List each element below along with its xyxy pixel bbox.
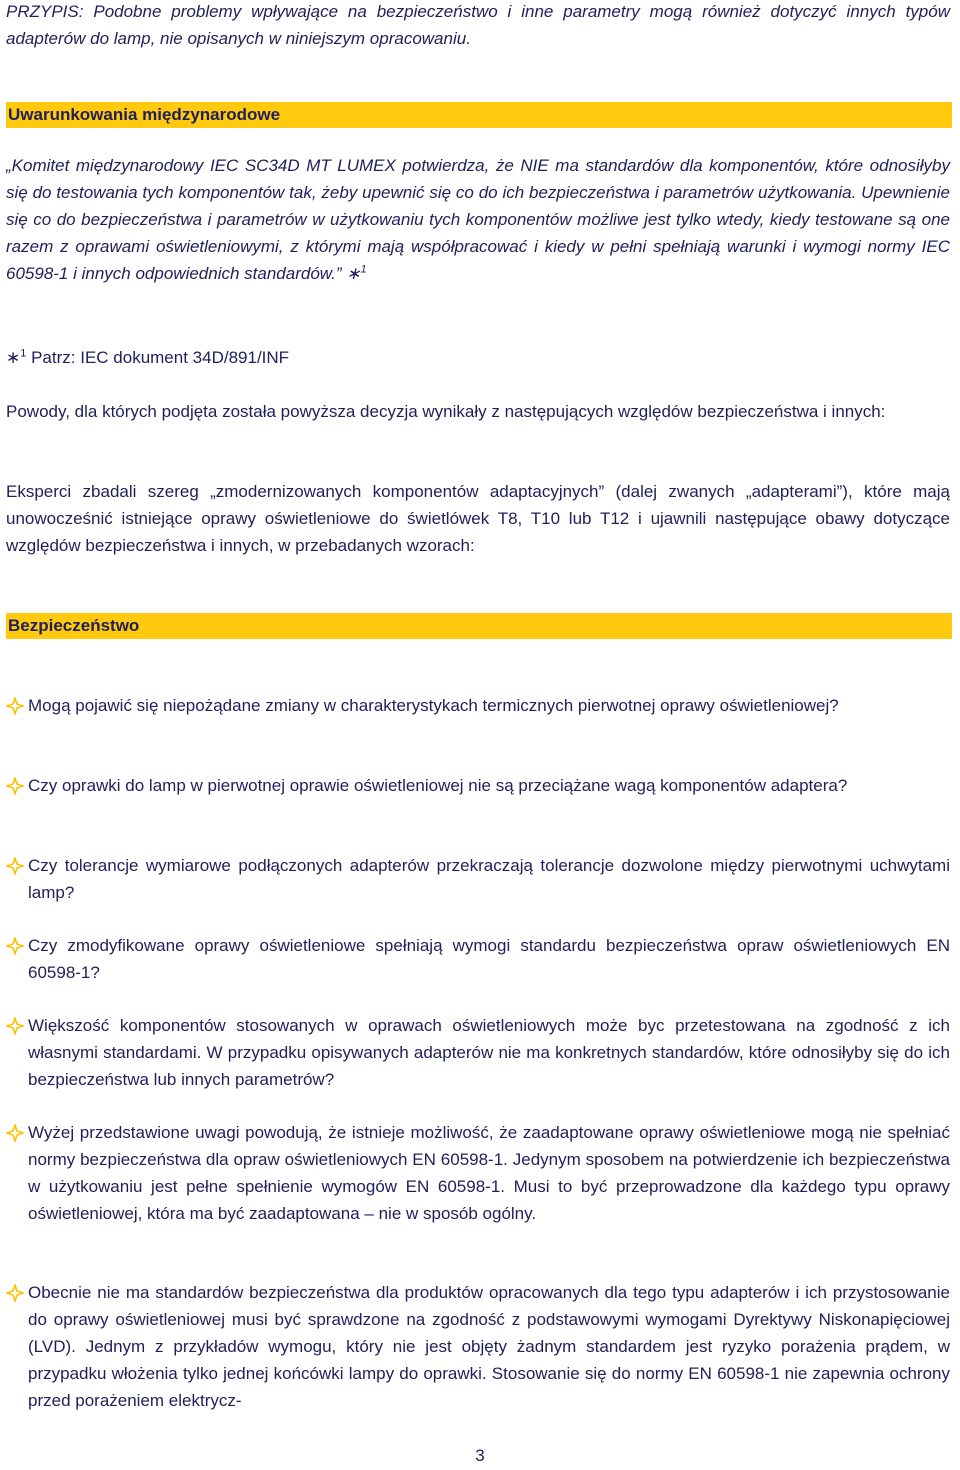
diamond-bullet-icon [6, 1284, 24, 1302]
bullet-item [6, 772, 950, 799]
bullet-text: Obecnie nie ma standardów bezpieczeństwa dla produktów opracowanych dla tego typu adapterów i ich przystosowanie do oprawy oświetleniowej musi być sprawdzone na zgodność z podstawowymi wymogami Dyrektywy Niskonapięciowej (LVD). Jednym z przykładów wymogu, który nie jest objęty żadnym standardem jest ryzyko porażenia prądem, w przypadku włożenia tylko jednej końcówki lampy do oprawki. Stosowanie się do normy EN 60598-1 nie zapewnia ochrony przed porażeniem elektrycz- [28, 1283, 950, 1410]
bullet-text: Czy oprawki do lamp w pierwotnej oprawie oświetleniowej nie są przeciążane wagą komponentów adaptera? [28, 776, 848, 795]
bullet-item [6, 1279, 950, 1414]
iec-quote-paragraph [6, 152, 950, 287]
footnote [6, 344, 950, 371]
bullet-item [6, 1119, 950, 1227]
page-number: 3 [475, 1446, 485, 1465]
section-heading-safety [6, 613, 952, 639]
section-heading-international [6, 102, 952, 128]
bullet-item [6, 932, 950, 986]
bullet-text: Czy tolerancje wymiarowe podłączonych adapterów przekraczają tolerancje dozwolone między pierwotnymi uchwytami lamp? [28, 856, 950, 902]
iec-quote-text: „Komitet międzynarodowy IEC SC34D MT LUMEX potwierdza, że NIE ma standardów dla komponentów, które odnosiłyby się do testowania tych komponentów tak, żeby upewnić się co do ich bezpieczeństwa i parametrów użytkowania. Upewnienie się co do bezpieczeństwa i parametrów w użytkowaniu tych komponentów możliwe jest tylko wtedy, kiedy testowane są one razem z oprawami oświetleniowymi, z którymi mają współpracować i kiedy w pełni spełniają warunki i wymogi normy IEC 60598-1 i innych odpowiednich standardów.” ∗ [6, 156, 950, 283]
footnote-ref: 1 [360, 263, 367, 276]
diamond-bullet-icon [6, 857, 24, 875]
experts-paragraph: Eksperci zbadali szereg „zmodernizowanych komponentów adaptacyjnych” (dalej zwanych „adapterami”), które mają unowocześnić istniejące oprawy oświetleniowe do świetlówek T8, T10 lub T12 i ujawnili następujące obawy dotyczące względów bezpieczeństwa i innych, w przebadanych wzorach: [6, 482, 950, 555]
footnote-number: 1 [20, 347, 27, 360]
footnote-text: Patrz: IEC dokument 34D/891/INF [26, 348, 290, 367]
bullet-item [6, 852, 950, 906]
diamond-bullet-icon [6, 697, 24, 715]
section-heading-label: Uwarunkowania międzynarodowe [8, 105, 281, 124]
bullet-text: Większość komponentów stosowanych w oprawach oświetleniowych może byc przetestowana na zgodność z ich własnymi standardami. W przypadku opisywanych adapterów nie ma konkretnych standardów, które odnosiłyby się do ich bezpieczeństwa lub innych parametrów? [28, 1016, 950, 1089]
section-heading-label: Bezpieczeństwo [8, 616, 140, 635]
diamond-bullet-icon [6, 777, 24, 795]
diamond-bullet-icon [6, 1017, 24, 1035]
reasons-paragraph: Powody, dla których podjęta została powyższa decyzja wynikały z następujących względów bezpieczeństwa i innych: [6, 402, 886, 421]
bullet-text: Mogą pojawić się niepożądane zmiany w charakterystykach termicznych pierwotnej oprawy oświetleniowej? [28, 696, 839, 715]
bullet-text: Wyżej przedstawione uwagi powodują, że istnieje możliwość, że zaadaptowane oprawy oświetleniowe mogą nie spełniać normy bezpieczeństwa dla opraw oświetleniowych EN 60598-1. Jedynym sposobem na potwierdzenie ich bezpieczeństwa w użytkowaniu jest pełne spełnienie wymogów EN 60598-1. Musi to być przeprowadzone dla każdego typu oprawy oświetleniowej, która ma być zaadaptowana – nie w sposób ogólny. [28, 1123, 950, 1223]
bullet-text: Czy zmodyfikowane oprawy oświetleniowe spełniają wymogi standardu bezpieczeństwa opraw oświetleniowych EN 60598-1? [28, 936, 950, 982]
footnote-mark: ∗ [6, 348, 21, 367]
diamond-bullet-icon [6, 1124, 24, 1142]
note-paragraph: PRZYPIS: Podobne problemy wpływające na bezpieczeństwo i inne parametry mogą również dotyczyć innych typów adapterów do lamp, nie opisanych w niniejszym opracowaniu. [6, 2, 950, 48]
bullet-item [6, 1012, 950, 1093]
diamond-bullet-icon [6, 937, 24, 955]
bullet-item [6, 692, 950, 719]
